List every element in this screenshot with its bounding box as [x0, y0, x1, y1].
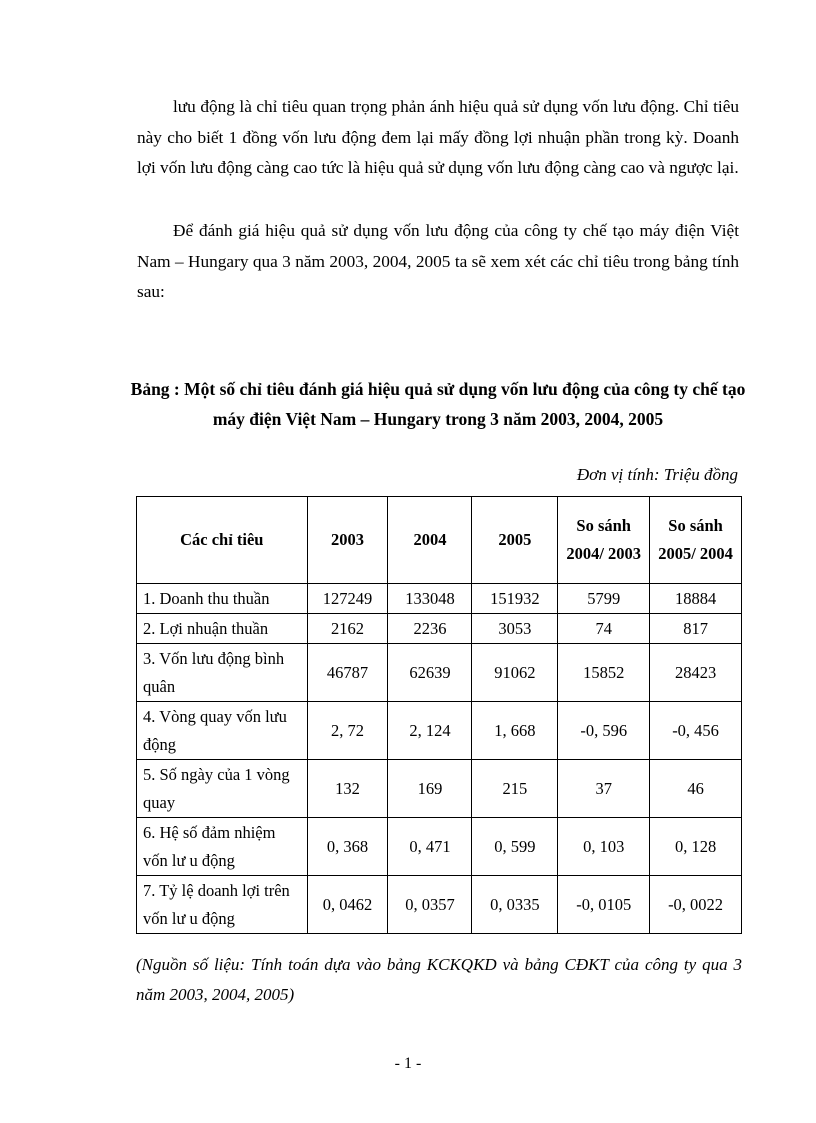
cell-2005: 0, 0335 — [472, 876, 558, 934]
cell-2004: 2, 124 — [388, 702, 472, 760]
cell-compare-2005-2004: 18884 — [650, 584, 742, 614]
cell-2005: 0, 599 — [472, 818, 558, 876]
header-2004: 2004 — [388, 497, 472, 584]
table-row — [137, 702, 742, 760]
cell-compare-2004-2003: 74 — [558, 614, 650, 644]
table-row — [137, 584, 742, 614]
cell-2003: 0, 368 — [307, 818, 388, 876]
table-row — [137, 818, 742, 876]
cell-2003: 46787 — [307, 644, 388, 702]
cell-compare-2004-2003: 0, 103 — [558, 818, 650, 876]
row-label: 3. Vốn lưu động bình quân — [137, 644, 308, 702]
row-label: 2. Lợi nhuận thuần — [137, 614, 308, 644]
header-2005: 2005 — [472, 497, 558, 584]
table-row — [137, 644, 742, 702]
cell-compare-2004-2003: -0, 596 — [558, 702, 650, 760]
row-label: 5. Số ngày của 1 vòng quay — [137, 760, 308, 818]
cell-2005: 1, 668 — [472, 702, 558, 760]
header-compare-2005-2004: So sánh 2005/ 2004 — [650, 497, 742, 584]
row-label: 6. Hệ số đảm nhiệm vốn lư u động — [137, 818, 308, 876]
table-row — [137, 760, 742, 818]
body-paragraph-1: lưu động là chỉ tiêu quan trọng phản ánh hiệu quả sử dụng vốn lưu động. Chỉ tiêu này cho biết 1 đồng vốn lưu động đem lại mấy đồng lợi nhuận phần trong kỳ. Doanh lợi vốn lưu động càng cao tức là hiệu quả sử dụng vốn lưu động càng cao và ngược lại. — [137, 97, 739, 177]
header-compare-2004-2003: So sánh 2004/ 2003 — [558, 497, 650, 584]
cell-compare-2005-2004: 817 — [650, 614, 742, 644]
table-row — [137, 614, 742, 644]
cell-2005: 215 — [472, 760, 558, 818]
row-label: 4. Vòng quay vốn lưu động — [137, 702, 308, 760]
cell-compare-2004-2003: 37 — [558, 760, 650, 818]
cell-2004: 133048 — [388, 584, 472, 614]
cell-2003: 127249 — [307, 584, 388, 614]
indicator-table — [136, 496, 742, 934]
cell-compare-2004-2003: 15852 — [558, 644, 650, 702]
cell-2003: 132 — [307, 760, 388, 818]
page-number: - 1 - — [394, 1055, 422, 1072]
table-row — [137, 876, 742, 934]
cell-2003: 2, 72 — [307, 702, 388, 760]
cell-2004: 0, 471 — [388, 818, 472, 876]
cell-2005: 3053 — [472, 614, 558, 644]
cell-compare-2004-2003: 5799 — [558, 584, 650, 614]
source-note: (Nguồn số liệu: Tính toán dựa vào bảng KCKQKD và bảng CĐKT của công ty qua 3 năm 2003, 2004, 2005) — [136, 955, 742, 1004]
cell-2003: 0, 0462 — [307, 876, 388, 934]
cell-2004: 0, 0357 — [388, 876, 472, 934]
cell-2004: 62639 — [388, 644, 472, 702]
table-header-row — [137, 497, 742, 584]
header-2003: 2003 — [307, 497, 388, 584]
cell-compare-2004-2003: -0, 0105 — [558, 876, 650, 934]
cell-compare-2005-2004: 46 — [650, 760, 742, 818]
cell-2004: 169 — [388, 760, 472, 818]
row-label: 1. Doanh thu thuần — [137, 584, 308, 614]
cell-2005: 91062 — [472, 644, 558, 702]
header-indicator: Các chỉ tiêu — [137, 497, 308, 584]
cell-2004: 2236 — [388, 614, 472, 644]
cell-compare-2005-2004: -0, 456 — [650, 702, 742, 760]
cell-compare-2005-2004: 28423 — [650, 644, 742, 702]
cell-2003: 2162 — [307, 614, 388, 644]
unit-note: Đơn vị tính: Triệu đồng — [576, 465, 738, 484]
cell-compare-2005-2004: -0, 0022 — [650, 876, 742, 934]
row-label: 7. Tỷ lệ doanh lợi trên vốn lư u động — [137, 876, 308, 934]
cell-compare-2005-2004: 0, 128 — [650, 818, 742, 876]
body-paragraph-2: Để đánh giá hiệu quả sử dụng vốn lưu động của công ty chế tạo máy điện Việt Nam – Hungary qua 3 năm 2003, 2004, 2005 ta sẽ xem xét các chỉ tiêu trong bảng tính sau: — [137, 221, 739, 301]
cell-2005: 151932 — [472, 584, 558, 614]
table-caption: Bảng : Một số chỉ tiêu đánh giá hiệu quả sử dụng vốn lưu động của công ty chế tạo máy điện Việt Nam – Hungary trong 3 năm 2003, 2004, 2005 — [130, 379, 746, 429]
